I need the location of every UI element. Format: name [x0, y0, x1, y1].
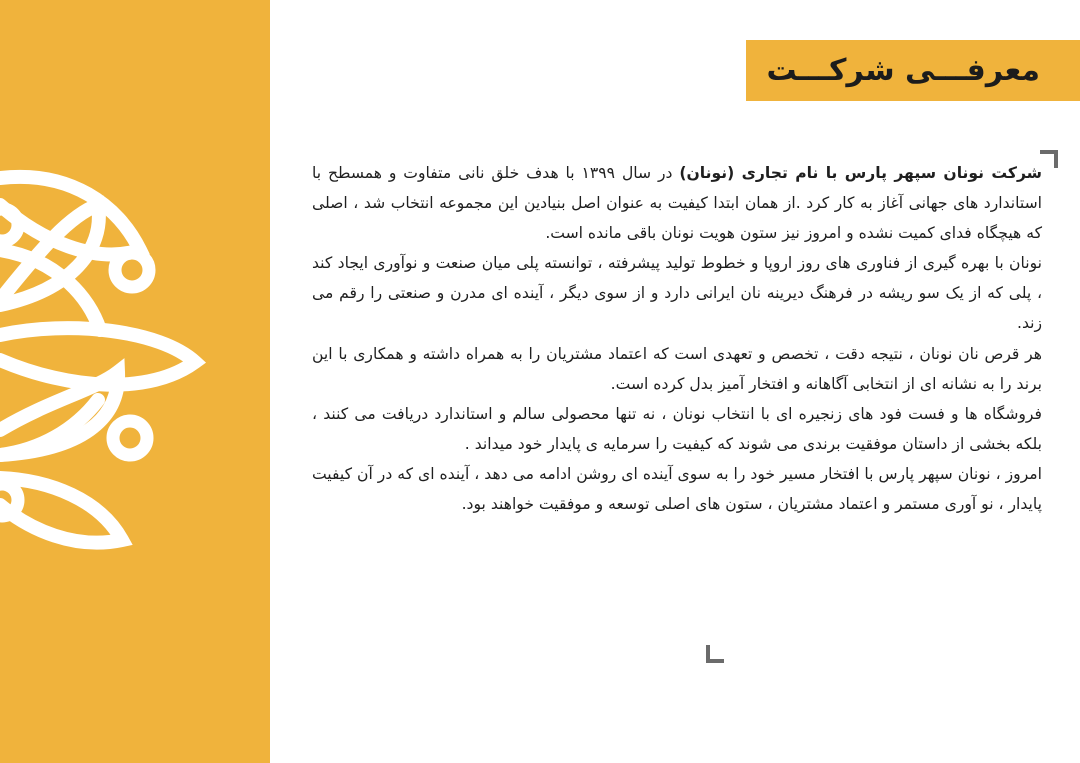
title-banner	[746, 40, 1080, 101]
intro-text: در سال ۱۳۹۹ با هدف خلق نانی متفاوت و همسطح با استاندارد های جهانی آغاز به کار کرد .از همان ابتدا کیفیت به عنوان اصل بنیادین این مجموعه انتخاب شد ، اصلی که هیچگاه فدای کمیت نشده و امروز نیز ستون هویت نونان باقی مانده است.	[312, 164, 1042, 243]
company-intro-text	[312, 158, 1042, 519]
page-title: معرفـــی شرکـــت	[766, 53, 1040, 88]
side-panel	[0, 0, 270, 763]
circle-ornament-icon	[115, 253, 149, 287]
quote-bracket-bottom	[706, 645, 724, 663]
body-paragraph: فروشگاه ها و فست فود های زنجیره ای با انتخاب نونان ، نه تنها محصولی سالم و استاندارد دریافت می کنند ، بلکه بخشی از داستان موفقیت برندی می شوند که کیفیت را سرمایه ی پایدار خود میداند .	[312, 404, 1042, 453]
body-paragraph: امروز ، نونان سپهر پارس با افتخار مسیر خود را به سوی آینده ای روشن ادامه می دهد ، آینده ای که در آن کیفیت پایدار ، نو آوری مستمر و اعتماد مشتریان ، ستون های اصلی توسعه و موفقیت خواهند بود.	[312, 464, 1042, 514]
body-paragraph: نونان با بهره گیری از فناوری های روز اروپا و خطوط تولید پیشرفته ، توانسته پلی میان صنعت و نوآوری ایجاد کند ، پلی که از یک سو ریشه در فرهنگ دیرینه نان ایرانی دارد و از سوی دیگر ، آینده ای مدرن و صنعتی را رقم می زند.	[312, 254, 1042, 333]
petal-shape	[0, 328, 195, 385]
quote-bracket-top	[1040, 150, 1058, 168]
intro-paragraph	[312, 158, 1042, 248]
company-name-bold: شرکت نونان سپهر پارس با نام تجاری (نونان)	[679, 164, 1043, 182]
floral-ornament-icon	[0, 0, 270, 763]
body-paragraph: هر قرص نان نونان ، نتیجه دقت ، تخصص و تعهدی است که اعتماد مشتریان را به همراه داشته و همکاری با این برند را به نشانه ای از انتخابی آگاهانه و افتخار آمیز بدل کرده است.	[312, 344, 1042, 393]
circle-ornament-icon	[113, 421, 147, 455]
circle-ornament-icon	[0, 209, 18, 241]
